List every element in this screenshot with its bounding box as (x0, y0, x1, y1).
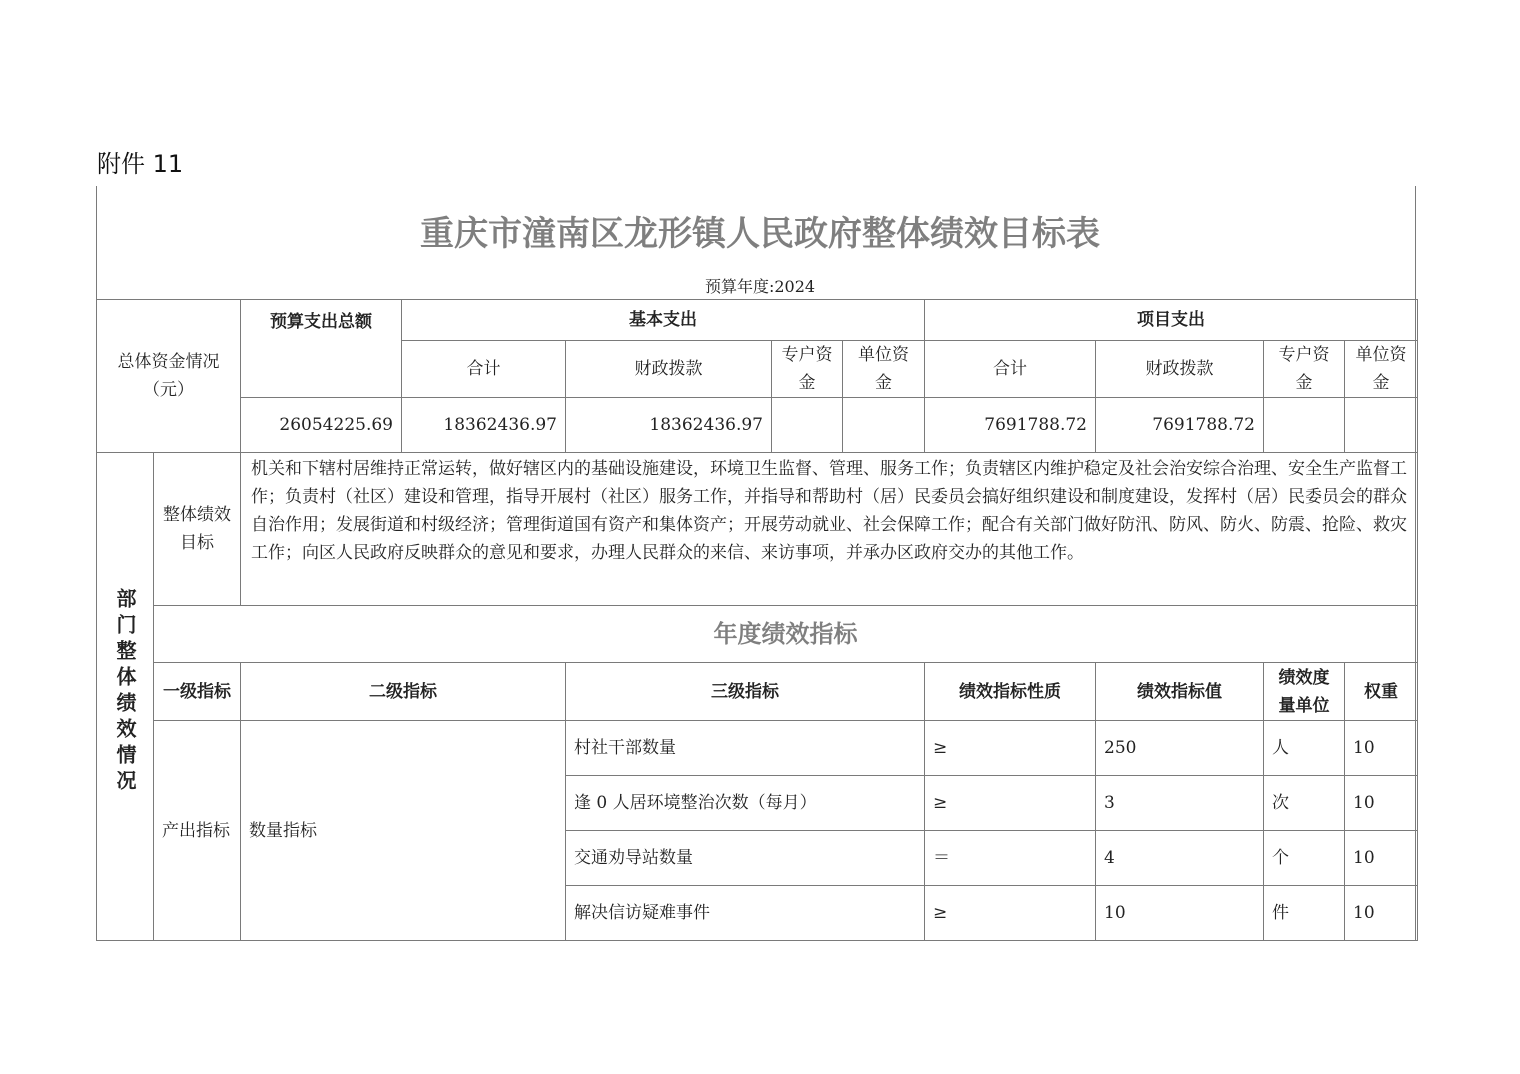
value-header: 绩效指标值 (1096, 663, 1264, 721)
indicator-unit: 件 (1264, 886, 1345, 941)
budget-year: 预算年度:2024 (704, 277, 816, 296)
attachment-label: 附件 11 (97, 150, 184, 178)
basic-unit-value (843, 398, 925, 453)
overall-goal-text: 机关和下辖村居维持正常运转，做好辖区内的基础设施建设，环境卫生监督、管理、服务工作；负责辖区内维护稳定及社会治安综合治理、安全生产监督工作；负责村（社区）建设和管理，指导开展村（社区）服务工作，并指导和帮助村（居）民委员会搞好组织建设和制度建设，发挥村（居）民委员会的群众自治作用；发展街道和村级经济；管理街道国有资产和集体资产；开展劳动就业、社会保障工作；配合有关部门做好防汛、防风、防火、防震、抢险、救灾工作；向区人民政府反映群众的意见和要求，办理人民群众的来信、来访事项，并承办区政府交办的其他工作。 (241, 453, 1418, 606)
level3-header: 三级指标 (566, 663, 925, 721)
funds-row-label: 总体资金情况（元） (97, 300, 241, 453)
basic-unit-header: 单位资金 (843, 341, 925, 398)
project-special-value (1264, 398, 1345, 453)
basic-fiscal-header: 财政拨款 (566, 341, 772, 398)
indicator-name: 解决信访疑难事件 (566, 886, 925, 941)
project-unit-header: 单位资金 (1345, 341, 1418, 398)
indicator-weight: 10 (1345, 721, 1418, 776)
project-fiscal-header: 财政拨款 (1096, 341, 1264, 398)
project-total-value: 7691788.72 (925, 398, 1096, 453)
page-title: 重庆市潼南区龙形镇人民政府整体绩效目标表 (420, 214, 1100, 254)
project-fiscal-value: 7691788.72 (1096, 398, 1264, 453)
project-unit-value (1345, 398, 1418, 453)
basic-special-value (772, 398, 843, 453)
project-special-header: 专户资金 (1264, 341, 1345, 398)
indicator-nature: ≥ (925, 721, 1096, 776)
overall-goal-label: 整体绩效目标 (154, 453, 241, 606)
level2-quantity: 数量指标 (241, 721, 566, 941)
indicator-name: 逢 0 人居环境整治次数（每月） (566, 776, 925, 831)
indicator-name: 村社干部数量 (566, 721, 925, 776)
indicator-nature: ＝ (925, 831, 1096, 886)
indicator-unit: 人 (1264, 721, 1345, 776)
indicator-weight: 10 (1345, 831, 1418, 886)
indicator-weight: 10 (1345, 776, 1418, 831)
weight-header: 权重 (1345, 663, 1418, 721)
performance-table (96, 299, 1418, 941)
total-budget-value: 26054225.69 (241, 398, 402, 453)
indicator-nature: ≥ (925, 776, 1096, 831)
nature-header: 绩效指标性质 (925, 663, 1096, 721)
indicator-unit: 次 (1264, 776, 1345, 831)
department-section-label (97, 453, 154, 941)
basic-total-header: 合计 (402, 341, 566, 398)
unit-header: 绩效度量单位 (1264, 663, 1345, 721)
basic-expense-header: 基本支出 (402, 300, 925, 341)
basic-special-header: 专户资金 (772, 341, 843, 398)
basic-total-value: 18362436.97 (402, 398, 566, 453)
project-expense-header: 项目支出 (925, 300, 1418, 341)
level2-header: 二级指标 (241, 663, 566, 721)
indicator-nature: ≥ (925, 886, 1096, 941)
indicator-value: 4 (1096, 831, 1264, 886)
indicator-unit: 个 (1264, 831, 1345, 886)
total-budget-header: 预算支出总额 (241, 300, 402, 398)
indicator-value: 10 (1096, 886, 1264, 941)
indicator-weight: 10 (1345, 886, 1418, 941)
indicator-value: 3 (1096, 776, 1264, 831)
project-total-header: 合计 (925, 341, 1096, 398)
annual-indicators-heading: 年度绩效指标 (154, 606, 1418, 663)
indicator-name: 交通劝导站数量 (566, 831, 925, 886)
department-label-text: 部门整体绩效情况 (113, 588, 137, 796)
indicator-value: 250 (1096, 721, 1264, 776)
basic-fiscal-value: 18362436.97 (566, 398, 772, 453)
level1-output: 产出指标 (154, 721, 241, 941)
level1-header: 一级指标 (154, 663, 241, 721)
